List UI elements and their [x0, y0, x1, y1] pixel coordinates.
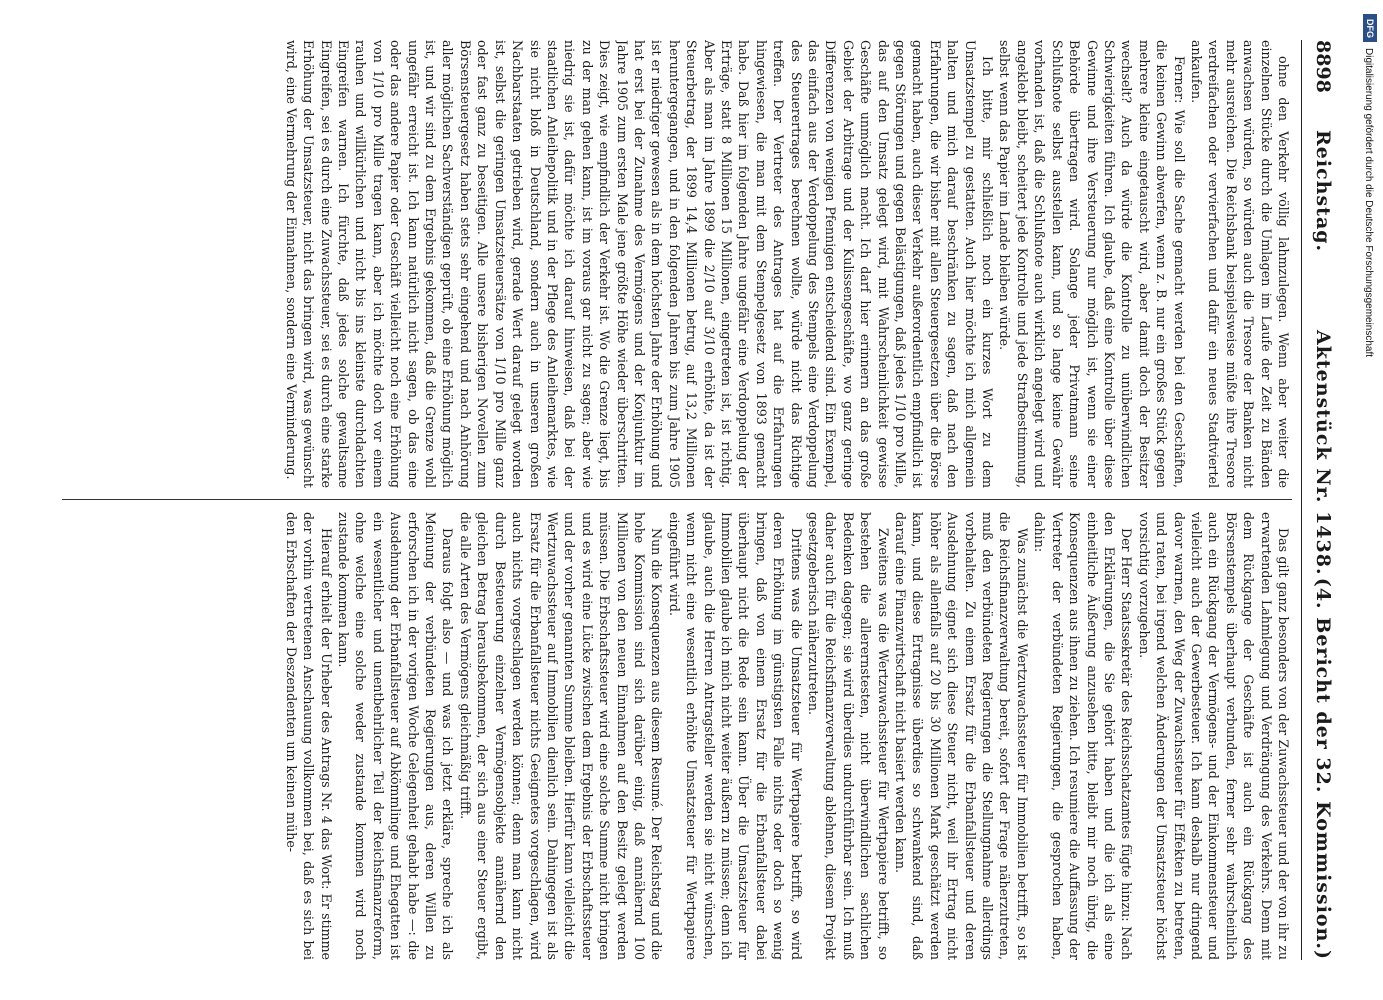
paragraph: Drittens was die Umsatzsteuer für Wertpapiere betrifft, so wird deren Erhöhung im günstigsten Falle nichts oder doch so wenig bringen, daß von einem Ersatz für die Erbanfallsteuer dabei überhaupt nicht die Rede sein kann. Über die Umsatzsteuer für Immobilien glaube ich mich nicht weiter äußern zu müssen; denn ich glaube, auch die Herren Antragsteller werden sie nicht wünschen, wenn nicht eine wesentlich erhöhte Umsatzsteuer für Wertpapiere eingeführt wird.: [666, 512, 804, 960]
dfg-logo: DFG: [1363, 14, 1377, 42]
paragraph: Das gilt ganz besonders von der Zuwachssteuer und der von ihr zu erwartenden Lahmlegung und Verdrängung des Verkehrs. Denn mit dem Rückgange der Geschäfte ist auch ein Rückgang des Börsenstempels überhaupt verbunden, ferner sehr wahrscheinlich auch ein Rückgang der Vermögens- und der Einkommensteuer und vielleicht auch der Gewerbesteuer. Ich kann deshalb nur dringend davor warnen, den Weg der Zuwachssteuer für Effekten zu betreten, und raten, bei irgend welchen Änderungen der Umsatzsteuer höchst vorsichtig vorzugehen.: [1136, 512, 1291, 960]
paragraph: Nun die Konsequenzen aus diesem Resumé. Der Reichstag und die hohe Kommission sind sich darüber einig, daß annähernd 100 Millionen von den neuen Einnahmen auf den Besitz gelegt werden müssen. Die Erbschaftssteuer wird eine solche Summe nicht bringen und es wird eine Lücke zwischen dem Ergebnis der Erbschaftssteuer und der vorher genannten Summe bleiben. Hierfür kann vielleicht die Wertzuwachssteuer auf Immobilien dienlich sein. Dahingegen ist als Ersatz für die Erbanfallsteuer nichts Geeignetes vorgeschlagen, wird auch nichts vorgeschlagen werden können; denn man kann nicht durch Besteuerung einzelner Vermögensobjekte annähernd den gleichen Betrag herausbekommen, der sich aus einer Steuer ergibt, die alle Arten des Vermögens gleichmäßig trifft.: [457, 512, 664, 960]
digitization-watermark: [1363, 8, 1377, 992]
document-page: [32, 20, 1352, 980]
header-rule: [1301, 40, 1302, 960]
paragraph: Daraus folgt also — und was ich jetzt erkläre, spreche ich als Meinung der verbündeten Regierungen aus, deren Willen zu erforschen ich in der vorigen Woche Gelegenheit gehabt habe —: die Ausdehnung der Erbanfallsteuer auf Abkömmlinge und Ehegatten ist ein wesentlicher und unentbehrlicher Teil der Reichsfinanzreform, ohne welche eine solche weder zustande kommen wird noch zustande kommen kann.: [335, 512, 455, 960]
paragraph: Was zunächst die Wertzuwachssteuer für Immobilien betrifft, so ist die Reichsfinanzverwaltung bereit, sofort der Frage näherzutreten, muß den verbündeten Regierungen die Stellungnahme allerdings vorbehalten. Zu einem Ersatz für die Erbanfallsteuer und deren Ausdehnung eignet sich diese Steuer nicht, weil ihr Ertrag nicht höher als allenfalls auf 20 bis 30 Millionen Mark geschätzt werden kann, und diese Ertragnisse überdies so schwankend sind, daß darauf eine Finanzwirtschaft nicht basiert werden kann.: [892, 512, 1030, 960]
paragraph: Zweitens was die Wertzuwachssteuer für Wertpapiere betrifft, so bestehen die allerernstesten, nicht überwindlichen sachlichen Bedenken dagegen; sie wird überdies undurchführbar sein. Ich muß daher auch für die Reichsfinanzverwaltung ablehnen, diesem Projekt gesetzgeberisch näherzutreten.: [805, 512, 891, 960]
header-title-center: Aktenstück Nr. 1438.: [1311, 330, 1334, 576]
header-title-left: Reichstag.: [1311, 130, 1334, 253]
page-number: 8898: [1311, 40, 1334, 93]
left-column: [62, 40, 1292, 488]
page-header: [1304, 40, 1334, 960]
paragraph: Ich bitte, mir schließlich noch ein kurzes Wort zu dem Umsatzstempel zu gestatten. Auch hier möchte ich mich allgemein halten und mich darauf beschränken zu sagen, daß nach den Erfahrungen, die wir bisher mit allen Steuergesetzen über die Börse gemacht haben, auch dieser Verkehr außerordentlich empfindlich ist gegen Störungen und gegen Belästigungen, daß jedes 1/10 pro Mille, das auf den Umsatz gelegt wird, mit Wahrscheinlichkeit gewisse Geschäfte unmöglich macht. Ich darf hier erinnern an das große Gebiet der Arbitrage und der Kulissengeschäfte, wo ganz geringe Differenzen von wenigen Pfennigen entscheidend sind. Ein Exempel, das einfach aus der Verdoppelung des Stempels eine Verdoppelung des Steuerertrages berechnen wollte, würde nicht das Richtige treffen. Der Vertreter des Antrages hat auf die Erfahrungen hingewiesen, die man mit dem Stempelgesetz von 1893 gemacht habe. Daß hier im folgenden Jahre ungefähr eine Verdoppelung der Erträge, statt 8 Millionen 15 Millionen, eingetreten ist, ist richtig. Aber als man im Jahre 1899 die 2/10 auf 3/10 erhöhte, da ist der Steuerbetrag, der 1899 14,4 Millionen betrug, auf 13,2 Millionen heruntergegangen, und in den folgenden Jahren bis zum Jahre 1905 ist er niedriger gewesen als in dem höchsten Jahre der Erhöhung und hat erst bei der Zunahme des Vermögens und der Konjunktur im Jahre 1905 zum ersten Male jene größte Höhe wieder überschritten. Dies zeigt, wie empfindlich der Verkehr ist. Wo die Grenze liegt, bis zu der man gehen kann, ist im voraus gar nicht zu sagen; aber wie niedrig sie ist, dafür möchte ich darauf hinweisen, daß bei der staatlichen Anleihepolitik und in der Pflege des Anleihemarktes, wie sie nicht bloß in Deutschland, sondern auch in unseren großen Nachbarstaaten getrieben wird, gerade Wert darauf gelegt worden ist, selbst die geringen Umsatzsteuersätze von 1/10 pro Mille ganz oder fast ganz zu beseitigen. Alle unsere bisherigen Novellen zum Börsensteuergesetz haben stets sehr eingehend und nach Anhörung aller möglichen Sachverständigen geprüft, ob eine Erhöhung möglich ist, und wir sind zu dem Ergebnis gekommen, daß die Grenze wohl ungefähr erreicht ist. Ich kann natürlich nicht sagen, ob das eine oder das andere Papier oder Geschäft vielleicht noch eine Erhöhung von 1/10 pro Mille tragen kann, aber ich möchte doch vor einem rauhen und willkürlichen und nicht bis ins kleinste durchdachten Eingreifen warnen. Ich fürchte, daß jedes solche gewaltsame Eingreifen, sei es durch eine Zuwachssteuer, sei es durch eine starke Erhöhung der Umsatzsteuer, nicht das bringen wird, was gewünscht wird, eine Vermehrung der Einnahmen, sondern eine Verminderung.: [283, 40, 995, 488]
column-divider: [62, 499, 1292, 500]
right-column: [62, 512, 1292, 960]
header-title-right: (4. Bericht der 32. Kommission.): [1311, 577, 1334, 960]
paragraph: ohne den Verkehr völlig lahmzulegen. Wenn aber weiter die einzelnen Stücke durch die Umlagen im Laufe der Zeit zu Bänden anwachsen würden, so würden auch die Tresore der Banken nicht mehr ausreichen. Die Reichsbank beispielsweise müßte ihre Tresore verdreifachen oder vervierfachen und dafür ein neues Stadtviertel ankaufen.: [1188, 40, 1291, 488]
paragraph: Der Herr Staatssekretär des Reichsschatzamtes fügte hinzu: Nach den Erklärungen, die Sie gehört haben und die ich als eine einheitliche Äußerung anzusehen bitte, bleibt mir noch übrig, die Konsequenzen aus ihnen zu ziehen. Ich resumiere die Auffassung der Vertreter der verbündeten Regierungen, die gesprochen haben, dahin:: [1031, 512, 1134, 960]
paragraph: Hierauf erhielt der Urheber des Antrags Nr. 4 das Wort: Er stimme der vorhin vertretenen Anschauung vollkommen bei, daß es sich bei den Erbschaften der Deszendenten um keinen mühe-: [283, 512, 334, 960]
watermark-text: Digitalisierung gefördert durch die Deutsche Forschungsgemeinschaft: [1363, 48, 1374, 358]
paragraph: Ferner: Wie soll die Sache gemacht werden bei den Geschäften, die keinen Gewinn abwerfen, wenn z. B. nur ein großes Stück gegen mehrere kleine eingetauscht wird, aber damit doch der Besitzer wechselt? Auch da würde die Kontrolle zu unüberwindlichen Schwierigkeiten führen. Ich glaube, daß eine Kontrolle über diese Gewinne und ihre Versteuerung nur möglich ist, wenn sie einer Behörde übertragen wird. Solange jeder Privatmann seine Schlußnote selbst ausstellen kann, und so lange keine Gewähr vorhanden ist, daß die Schlußnote auch wirklich angelegt wird und angeklebt bleibt, scheitert jede Kontrolle und jede Strafbestimmung, selbst wenn das Papier im Lande bleiben würde.: [997, 40, 1187, 488]
